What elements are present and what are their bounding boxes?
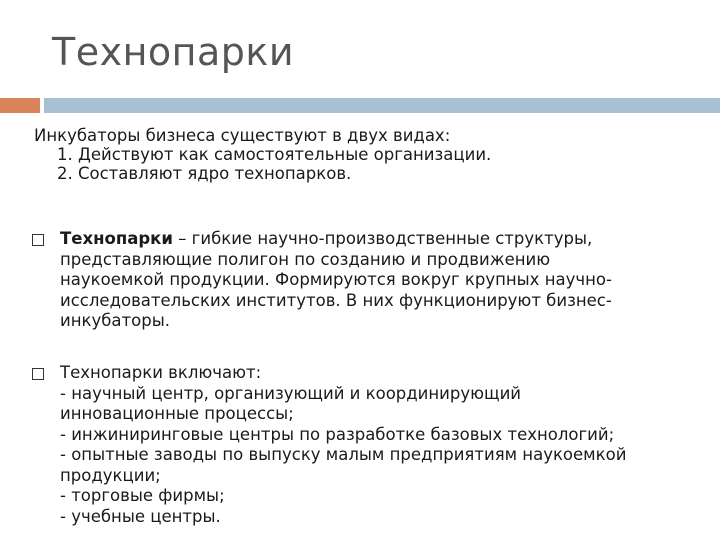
intro-item: 2. Составляют ядро технопарков. [57, 164, 352, 183]
bullet-line: представляющие полигон по созданию и продвижению [60, 249, 551, 269]
slide-title: Технопарки [52, 30, 295, 74]
bullet-line: - научный центр, организующий и координирующий [60, 383, 522, 403]
bullet-technoparks-include [32, 363, 672, 527]
bullet-line: Технопарки включают: [60, 363, 262, 382]
bullet-line: продукции; [60, 465, 161, 485]
bullet-line: исследовательских институтов. В них функционируют бизнес- [60, 290, 612, 310]
bullet-line: - опытные заводы по выпуску малым предприятиям наукоемкой [60, 445, 627, 464]
intro-text [34, 126, 491, 183]
bullet-text [60, 229, 672, 332]
bullet-line: наукоемкой продукции. Формируются вокруг крупных научно- [60, 270, 612, 289]
bullet-line: инновационные процессы; [60, 404, 294, 423]
bullet-line: – гибкие научно-производственные структуры, [172, 229, 593, 248]
bullet-term: Технопарки [60, 229, 173, 248]
intro-item: 1. Действуют как самостоятельные организации. [57, 145, 492, 164]
bullet-line: - торговые фирмы; [60, 486, 225, 505]
title-rule-bar [44, 98, 720, 113]
square-bullet-icon [32, 234, 44, 246]
bullet-text [60, 363, 672, 527]
square-bullet-icon [32, 368, 44, 380]
title-rule-accent [0, 98, 40, 113]
bullet-line: - учебные центры. [60, 506, 221, 526]
bullet-line: - инжиниринговые центры по разработке базовых технологий; [60, 424, 615, 444]
bullet-line: инкубаторы. [60, 311, 170, 330]
intro-heading: Инкубаторы бизнеса существуют в двух видах: [34, 126, 451, 145]
bullet-technoparks-definition [32, 229, 672, 332]
